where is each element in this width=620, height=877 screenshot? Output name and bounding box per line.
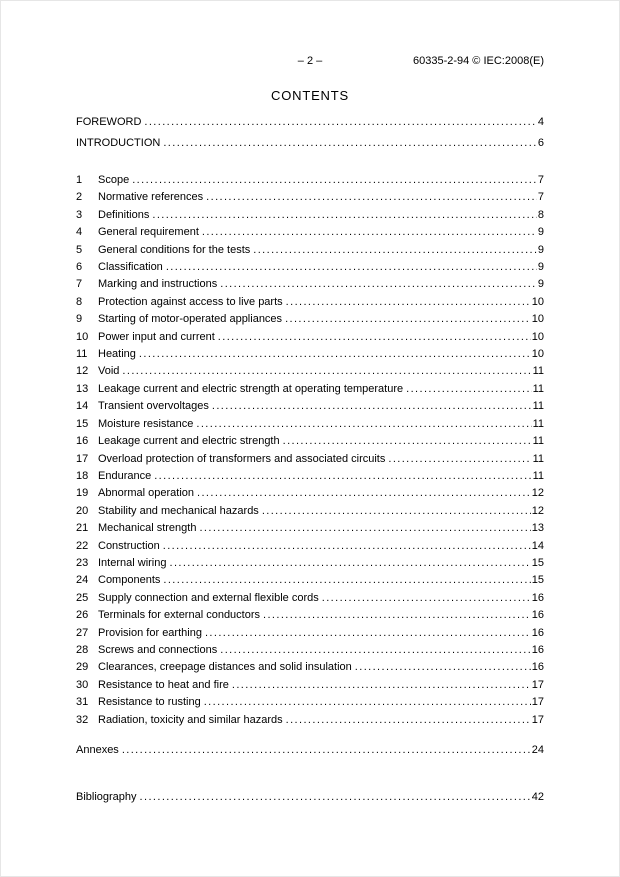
toc-entry <box>76 381 544 398</box>
toc-entry-title: Scope <box>98 174 130 186</box>
dot-leader <box>197 485 531 502</box>
toc-entry-title: Components <box>98 574 161 587</box>
toc-entry <box>76 520 544 537</box>
toc-entry-page: 16 <box>531 626 544 639</box>
dot-leader <box>122 363 531 380</box>
toc-entry-page: 13 <box>531 522 544 535</box>
toc-entry <box>76 677 544 694</box>
toc-entry-page: 11 <box>532 400 544 413</box>
toc-entry-page: 16 <box>531 609 544 622</box>
toc-entry-title: Heating <box>98 348 136 361</box>
toc-entry <box>76 259 544 276</box>
dot-leader <box>220 642 531 659</box>
toc-entry-page: 15 <box>531 574 544 587</box>
dot-leader <box>199 520 530 537</box>
dot-leader <box>253 242 537 259</box>
toc-entry-page: 9 <box>537 278 544 291</box>
page-number: – 2 – <box>297 55 323 67</box>
toc-entry-number: 29 <box>76 661 89 674</box>
toc-section-bibliography <box>76 789 544 806</box>
toc-entry-number: 30 <box>76 678 89 691</box>
toc-entry <box>76 189 544 206</box>
toc-entry <box>76 625 544 642</box>
toc-entry <box>76 346 544 363</box>
toc-entry-title: Normative references <box>98 191 204 204</box>
dot-leader <box>202 224 537 241</box>
dot-leader <box>144 112 536 133</box>
toc-entry-number: 15 <box>76 417 89 430</box>
toc-entry-title: General requirement <box>98 226 199 239</box>
dot-leader <box>140 789 531 806</box>
toc-entry-title: Endurance <box>98 469 152 482</box>
toc-entry-number: 18 <box>76 469 89 482</box>
toc-entry-page: 8 <box>537 208 544 221</box>
toc-entry-title: Terminals for external conductors <box>98 609 261 622</box>
toc-entry-title: Power input and current <box>98 330 215 343</box>
toc-entry-page: 17 <box>531 678 544 691</box>
dot-leader <box>139 346 531 363</box>
toc-entry-page: 17 <box>531 696 544 709</box>
page-header <box>76 55 544 68</box>
toc-entry-title: INTRODUCTION <box>76 136 161 149</box>
dot-leader <box>169 555 530 572</box>
toc-entry-number: 20 <box>76 504 89 517</box>
toc-entry-title: Annexes <box>76 744 119 756</box>
dot-leader <box>218 329 531 346</box>
dot-leader <box>285 311 531 328</box>
dot-leader <box>388 451 531 468</box>
toc-entry-number: 10 <box>76 330 89 343</box>
toc-front-matter-entry <box>76 112 544 133</box>
toc-entry <box>76 172 544 189</box>
dot-leader <box>196 416 531 433</box>
toc-list <box>76 172 544 729</box>
toc-entry-page: 11 <box>532 365 544 378</box>
toc-entry-page: 9 <box>537 261 544 274</box>
dot-leader <box>322 590 531 607</box>
toc-entry-number: 26 <box>76 609 89 622</box>
dot-leader <box>132 172 537 189</box>
toc-entry-number: 8 <box>76 295 83 308</box>
toc-entry-page: 42 <box>531 791 544 804</box>
toc-entry-number: 4 <box>76 226 83 239</box>
dot-leader <box>232 677 531 694</box>
toc-entry-number: 12 <box>76 365 89 378</box>
toc-entry-page: 4 <box>537 116 544 128</box>
toc-entry-page: 10 <box>531 295 544 308</box>
toc-entry-number: 1 <box>76 174 83 186</box>
toc-entry-number: 7 <box>76 278 83 291</box>
toc-entry <box>76 607 544 624</box>
front-matter-list <box>76 112 544 153</box>
toc-entry-title: Resistance to heat and fire <box>98 678 229 691</box>
toc-entry-title: Overload protection of transformers and associated circuits <box>98 452 386 465</box>
toc-entry-page: 11 <box>532 382 544 395</box>
toc-entry-title: Starting of motor-operated appliances <box>98 313 283 326</box>
dot-leader <box>212 398 532 415</box>
toc-entry-title: Supply connection and external flexible cords <box>98 591 319 604</box>
dot-leader <box>163 133 537 154</box>
dot-leader <box>154 468 531 485</box>
toc-entry-title: Leakage current and electric strength at operating temperature <box>98 382 404 395</box>
toc-entry <box>76 329 544 346</box>
document-reference: 60335-2-94 © IEC:2008(E) <box>412 55 544 67</box>
toc-entry-title: Radiation, toxicity and similar hazards <box>98 713 283 726</box>
toc-entry <box>76 311 544 328</box>
toc-entry-page: 10 <box>531 330 544 343</box>
toc-entry <box>76 642 544 659</box>
toc-entry <box>76 451 544 468</box>
dot-leader <box>283 433 532 450</box>
toc-entry-page: 7 <box>537 174 544 186</box>
toc-entry-number: 24 <box>76 574 89 587</box>
dot-leader <box>166 259 537 276</box>
toc-entry-page: 17 <box>531 713 544 726</box>
toc-entry-title: Protection against access to live parts <box>98 295 283 308</box>
dot-leader <box>152 207 537 224</box>
dot-leader <box>286 294 531 311</box>
toc-entry <box>76 694 544 711</box>
toc-entry-number: 31 <box>76 696 89 709</box>
toc-entry <box>76 276 544 293</box>
toc-section-annexes <box>76 742 544 759</box>
toc-entry-number: 3 <box>76 208 83 221</box>
dot-leader <box>206 189 537 206</box>
toc-entry <box>76 363 544 380</box>
dot-leader <box>262 503 531 520</box>
toc-entry-number: 23 <box>76 556 89 569</box>
toc-front-matter-entry <box>76 133 544 154</box>
toc-entry-number: 16 <box>76 435 89 448</box>
toc-entry <box>76 659 544 676</box>
toc-entry-page: 7 <box>537 191 544 204</box>
toc-entry-title: Resistance to rusting <box>98 696 201 709</box>
toc-entry <box>76 207 544 224</box>
dot-leader <box>355 659 531 676</box>
toc-entry-title: FOREWORD <box>76 116 142 128</box>
toc-entry-number: 27 <box>76 626 89 639</box>
toc-entry <box>76 398 544 415</box>
toc-entry <box>76 294 544 311</box>
dot-leader <box>205 625 531 642</box>
toc-entry-title: Screws and connections <box>98 643 218 656</box>
toc-entry-number: 21 <box>76 522 89 535</box>
toc-entry <box>76 503 544 520</box>
toc-entry-number: 22 <box>76 539 89 552</box>
dot-leader <box>163 538 531 555</box>
toc-entry-title: Stability and mechanical hazards <box>98 504 259 517</box>
toc-entry <box>76 712 544 729</box>
toc-entry-page: 16 <box>531 661 544 674</box>
toc-entry <box>76 416 544 433</box>
contents-title: CONTENTS <box>271 88 349 103</box>
toc-entry-page: 12 <box>531 504 544 517</box>
toc-entry-page: 15 <box>531 556 544 569</box>
toc-entry <box>76 572 544 589</box>
toc-entry-page: 16 <box>531 591 544 604</box>
toc-entry-page: 11 <box>532 452 544 465</box>
toc-entry-page: 10 <box>531 313 544 326</box>
toc-entry <box>76 224 544 241</box>
toc-entry <box>76 485 544 502</box>
toc-entry-title: Mechanical strength <box>98 522 197 535</box>
toc-entry-page: 6 <box>537 136 544 149</box>
toc-entry-page: 16 <box>531 643 544 656</box>
toc-entry-number: 13 <box>76 382 89 395</box>
dot-leader <box>204 694 531 711</box>
dot-leader <box>122 742 531 759</box>
toc-entry <box>76 538 544 555</box>
toc-entry <box>76 433 544 450</box>
dot-leader <box>220 276 537 293</box>
dot-leader <box>263 607 531 624</box>
toc-entry-number: 14 <box>76 400 89 413</box>
toc-entry-number: 6 <box>76 261 83 274</box>
toc-entry-title: Void <box>98 365 120 378</box>
toc-entry-number: 2 <box>76 191 83 204</box>
toc-entry-number: 32 <box>76 713 89 726</box>
toc-entry <box>76 590 544 607</box>
toc-entry-title: Clearances, creepage distances and solid insulation <box>98 661 352 674</box>
toc-entry-title: General conditions for the tests <box>98 243 251 256</box>
toc-entry-title: Provision for earthing <box>98 626 202 639</box>
toc-entry <box>76 242 544 259</box>
toc-entry-page: 11 <box>532 435 544 448</box>
toc-entry-title: Definitions <box>98 208 150 221</box>
dot-leader <box>406 381 531 398</box>
toc-entry <box>76 468 544 485</box>
toc-entry-page: 11 <box>532 417 544 430</box>
toc-entry-title: Moisture resistance <box>98 417 194 430</box>
toc-entry-page: 10 <box>531 348 544 361</box>
toc-entry <box>76 555 544 572</box>
toc-entry-title: Bibliography <box>76 791 137 804</box>
toc-entry-number: 17 <box>76 452 89 465</box>
toc-entry-page: 11 <box>532 469 544 482</box>
toc-entry-number: 9 <box>76 313 83 326</box>
dot-leader <box>163 572 530 589</box>
toc-entry-title: Classification <box>98 261 163 274</box>
toc-entry-title: Abnormal operation <box>98 487 195 500</box>
dot-leader <box>286 712 531 729</box>
toc-entry-page: 12 <box>531 487 544 500</box>
toc-entry-title: Construction <box>98 539 160 552</box>
toc-entry-title: Transient overvoltages <box>98 400 209 413</box>
toc-entry-page: 9 <box>537 226 544 239</box>
toc-entry-number: 19 <box>76 487 89 500</box>
toc-entry-page: 24 <box>531 744 544 756</box>
toc-entry-number: 11 <box>76 348 88 361</box>
toc-entry-title: Marking and instructions <box>98 278 218 291</box>
toc-entry-number: 5 <box>76 243 83 256</box>
toc-entry-page: 14 <box>531 539 544 552</box>
toc-entry-number: 28 <box>76 643 89 656</box>
toc-entry-title: Internal wiring <box>98 556 167 569</box>
toc-entry-title: Leakage current and electric strength <box>98 435 280 448</box>
toc-entry-number: 25 <box>76 591 89 604</box>
toc-entry-page: 9 <box>537 243 544 256</box>
